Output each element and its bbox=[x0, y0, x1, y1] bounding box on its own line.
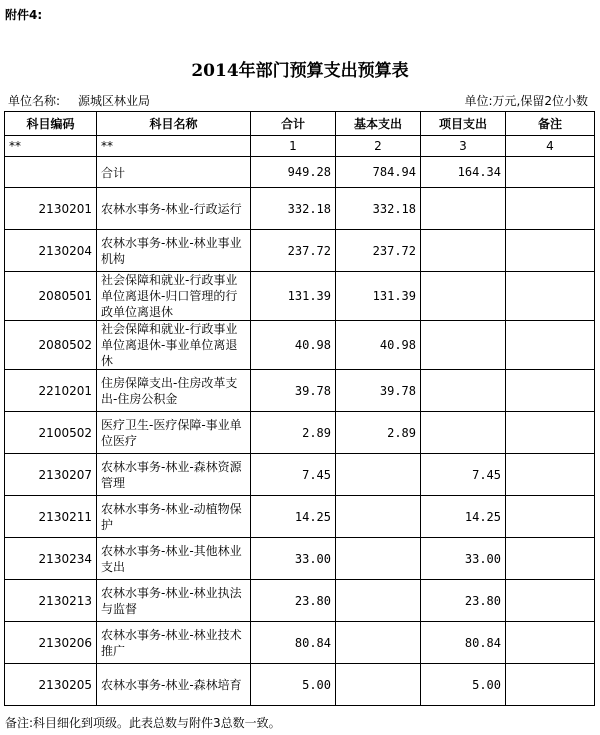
name-cell: 社会保障和就业-行政事业单位离退休-归口管理的行政单位离退休 bbox=[97, 272, 251, 321]
remark-cell bbox=[506, 321, 595, 370]
unit-info bbox=[8, 92, 150, 109]
name-cell: 农林水事务-林业-林业事业机构 bbox=[97, 230, 251, 272]
total-cell: 14.25 bbox=[251, 496, 336, 538]
remark-cell bbox=[506, 230, 595, 272]
basic-cell bbox=[336, 538, 421, 580]
index-cell: 2 bbox=[336, 136, 421, 157]
table-row bbox=[5, 454, 595, 496]
attachment-label: 附件4: bbox=[5, 8, 43, 22]
basic-cell bbox=[336, 664, 421, 706]
code-cell: 2130204 bbox=[5, 230, 97, 272]
code-cell: 2130205 bbox=[5, 664, 97, 706]
remark-cell bbox=[506, 454, 595, 496]
total-remark bbox=[506, 157, 595, 188]
basic-cell: 39.78 bbox=[336, 370, 421, 412]
table-row bbox=[5, 580, 595, 622]
col-header-remark: 备注 bbox=[506, 112, 595, 136]
project-cell: 14.25 bbox=[421, 496, 506, 538]
remark-cell bbox=[506, 538, 595, 580]
table-row bbox=[5, 188, 595, 230]
table-row bbox=[5, 370, 595, 412]
basic-cell: 332.18 bbox=[336, 188, 421, 230]
col-header-project: 项目支出 bbox=[421, 112, 506, 136]
project-cell: 33.00 bbox=[421, 538, 506, 580]
table-row bbox=[5, 538, 595, 580]
name-cell: 农林水事务-林业-森林培育 bbox=[97, 664, 251, 706]
total-cell: 5.00 bbox=[251, 664, 336, 706]
index-row bbox=[5, 136, 595, 157]
project-cell bbox=[421, 188, 506, 230]
unit-label: 单位名称: bbox=[8, 94, 61, 108]
total-cell: 23.80 bbox=[251, 580, 336, 622]
unit-name: 源城区林业局 bbox=[78, 94, 151, 108]
basic-cell: 2.89 bbox=[336, 412, 421, 454]
total-row bbox=[5, 157, 595, 188]
col-header-total: 合计 bbox=[251, 112, 336, 136]
remark-cell bbox=[506, 272, 595, 321]
total-cell: 80.84 bbox=[251, 622, 336, 664]
project-cell: 80.84 bbox=[421, 622, 506, 664]
code-cell: 2130207 bbox=[5, 454, 97, 496]
basic-cell bbox=[336, 622, 421, 664]
total-code-cell bbox=[5, 157, 97, 188]
total-label: 合计 bbox=[97, 157, 251, 188]
project-cell bbox=[421, 321, 506, 370]
footnote: 备注:科目细化到项级。此表总数与附件3总数一致。 bbox=[5, 716, 281, 730]
table-row bbox=[5, 622, 595, 664]
name-cell: 医疗卫生-医疗保障-事业单位医疗 bbox=[97, 412, 251, 454]
project-cell: 7.45 bbox=[421, 454, 506, 496]
code-cell: 2130201 bbox=[5, 188, 97, 230]
total-cell: 40.98 bbox=[251, 321, 336, 370]
index-cell: 4 bbox=[506, 136, 595, 157]
col-header-code: 科目编码 bbox=[5, 112, 97, 136]
code-cell: 2080502 bbox=[5, 321, 97, 370]
name-cell: 农林水事务-林业-森林资源管理 bbox=[97, 454, 251, 496]
col-header-name: 科目名称 bbox=[97, 112, 251, 136]
code-cell: 2130206 bbox=[5, 622, 97, 664]
project-cell: 23.80 bbox=[421, 580, 506, 622]
remark-cell bbox=[506, 496, 595, 538]
page-title: 2014年部门预算支出预算表 bbox=[191, 61, 409, 81]
project-cell bbox=[421, 370, 506, 412]
remark-cell bbox=[506, 580, 595, 622]
name-cell: 社会保障和就业-行政事业单位离退休-事业单位离退休 bbox=[97, 321, 251, 370]
budget-table bbox=[4, 111, 595, 706]
name-cell: 住房保障支出-住房改革支出-住房公积金 bbox=[97, 370, 251, 412]
basic-cell: 237.72 bbox=[336, 230, 421, 272]
project-cell bbox=[421, 272, 506, 321]
code-cell: 2130213 bbox=[5, 580, 97, 622]
project-cell bbox=[421, 412, 506, 454]
total-cell: 131.39 bbox=[251, 272, 336, 321]
code-cell: 2130211 bbox=[5, 496, 97, 538]
name-cell: 农林水事务-林业-其他林业支出 bbox=[97, 538, 251, 580]
total-basic: 784.94 bbox=[336, 157, 421, 188]
total-cell: 33.00 bbox=[251, 538, 336, 580]
table-row bbox=[5, 412, 595, 454]
name-cell: 农林水事务-林业-林业执法与监督 bbox=[97, 580, 251, 622]
total-cell: 2.89 bbox=[251, 412, 336, 454]
remark-cell bbox=[506, 188, 595, 230]
project-cell: 5.00 bbox=[421, 664, 506, 706]
code-cell: 2080501 bbox=[5, 272, 97, 321]
remark-cell bbox=[506, 412, 595, 454]
project-cell bbox=[421, 230, 506, 272]
name-cell: 农林水事务-林业-林业技术推广 bbox=[97, 622, 251, 664]
table-row bbox=[5, 664, 595, 706]
total-cell: 39.78 bbox=[251, 370, 336, 412]
remark-cell bbox=[506, 622, 595, 664]
total-cell: 7.45 bbox=[251, 454, 336, 496]
index-cell: ** bbox=[5, 136, 97, 157]
header-row bbox=[5, 112, 595, 136]
table-row bbox=[5, 272, 595, 321]
basic-cell bbox=[336, 496, 421, 538]
remark-cell bbox=[506, 370, 595, 412]
code-cell: 2130234 bbox=[5, 538, 97, 580]
basic-cell bbox=[336, 454, 421, 496]
index-cell: ** bbox=[97, 136, 251, 157]
basic-cell: 131.39 bbox=[336, 272, 421, 321]
table-row bbox=[5, 496, 595, 538]
basic-cell: 40.98 bbox=[336, 321, 421, 370]
unit-note: 单位:万元,保留2位小数 bbox=[464, 94, 588, 108]
index-cell: 1 bbox=[251, 136, 336, 157]
index-cell: 3 bbox=[421, 136, 506, 157]
total-cell: 237.72 bbox=[251, 230, 336, 272]
basic-cell bbox=[336, 580, 421, 622]
col-header-basic: 基本支出 bbox=[336, 112, 421, 136]
total-project: 164.34 bbox=[421, 157, 506, 188]
total-sum: 949.28 bbox=[251, 157, 336, 188]
code-cell: 2210201 bbox=[5, 370, 97, 412]
name-cell: 农林水事务-林业-行政运行 bbox=[97, 188, 251, 230]
total-cell: 332.18 bbox=[251, 188, 336, 230]
table-row bbox=[5, 230, 595, 272]
name-cell: 农林水事务-林业-动植物保护 bbox=[97, 496, 251, 538]
remark-cell bbox=[506, 664, 595, 706]
code-cell: 2100502 bbox=[5, 412, 97, 454]
table-row bbox=[5, 321, 595, 370]
